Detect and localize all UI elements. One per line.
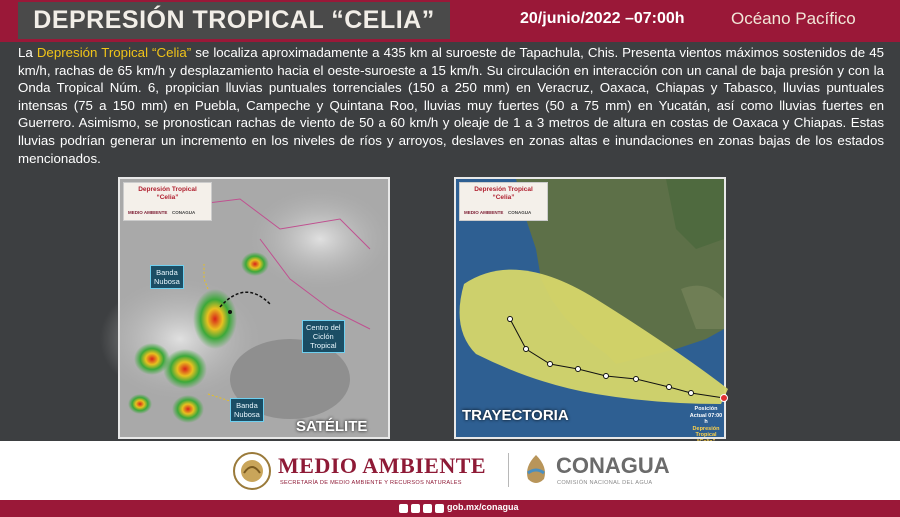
instagram-icon[interactable] bbox=[423, 504, 432, 513]
website-link[interactable]: gob.mx/conagua bbox=[447, 502, 519, 512]
satellite-badge-medio-ambiente: MEDIO AMBIENTE bbox=[128, 210, 168, 215]
track-badge-title: Depresión Tropical “Celia” bbox=[474, 186, 533, 201]
callout-cyclone-center: Centro del Ciclón Tropical bbox=[302, 320, 345, 353]
satellite-image bbox=[118, 177, 390, 439]
current-position-label bbox=[688, 406, 724, 445]
youtube-icon[interactable] bbox=[435, 504, 444, 513]
bulletin-date: 20/junio/2022 –07:00h bbox=[520, 10, 685, 27]
conagua-logo-icon bbox=[520, 453, 552, 487]
track-label: TRAYECTORIA bbox=[462, 407, 569, 424]
callout-band-north: Banda Nubosa bbox=[150, 265, 184, 289]
medio-ambiente-subtitle: SECRETARÍA DE MEDIO AMBIENTE Y RECURSOS NATURALES bbox=[280, 480, 462, 486]
position-line-1: Posición Actual 07:00 h bbox=[689, 406, 723, 425]
satellite-badge-title: Depresión Tropical “Celia” bbox=[138, 186, 197, 201]
conagua-logo-text: CONAGUA bbox=[556, 453, 670, 478]
track-map bbox=[454, 177, 726, 439]
track-badge-conagua: CONAGUA bbox=[508, 210, 532, 215]
medio-ambiente-logo-text: MEDIO AMBIENTE bbox=[278, 453, 487, 478]
callout-band-south: Banda Nubosa bbox=[230, 398, 264, 422]
page-title: DEPRESIÓN TROPICAL “CELIA” bbox=[18, 2, 450, 39]
bulletin-pre: La bbox=[18, 45, 37, 60]
track-badge bbox=[459, 182, 548, 221]
footer-divider bbox=[508, 453, 509, 487]
region-label: Océano Pacífico bbox=[731, 9, 856, 28]
satellite-badge-conagua: CONAGUA bbox=[172, 210, 196, 215]
bulletin-text bbox=[18, 44, 884, 167]
facebook-icon[interactable] bbox=[399, 504, 408, 513]
header-bar bbox=[0, 0, 900, 42]
bottom-bar bbox=[0, 500, 900, 517]
track-badge-medio-ambiente: MEDIO AMBIENTE bbox=[464, 210, 504, 215]
mexico-seal-icon bbox=[232, 451, 272, 491]
conagua-subtitle: COMISIÓN NACIONAL DEL AGUA bbox=[557, 480, 653, 486]
satellite-badge bbox=[123, 182, 212, 221]
storm-name: Depresión Tropical “Celia” bbox=[36, 45, 192, 60]
position-line-2: Depresión Tropical bbox=[692, 425, 720, 438]
footer-logos bbox=[0, 441, 900, 500]
bulletin-body: se localiza aproximadamente a 435 km al suroeste de Tapachula, Chis. Presenta vientos máximos sostenidos de 45 km/h, rachas de 65 km/h y desplazamiento hacia el oeste-suroeste a 15 km/h. Su circulación en interacción con un canal de baja presión y con la Onda Tropical Núm. 6, propician lluvias puntuales torrenciales (150 a 250 mm) en Veracruz, Oaxaca, Chiapas y Tabasco, lluvias puntuales intensas (75 a 150 mm) en Puebla, Campeche y Quintana Roo, lluvias muy fuertes (50 a 75 mm) en Yucatán, así como lluvias fuertes en Guerrero. Asimismo, se pronostican rachas de viento de 50 a 60 km/h y oleaje de 1 a 3 metros de altura en costas de Oaxaca y Chiapas. Estas lluvias podrían generar un incremento en los niveles de ríos y arroyos, deslaves en zonas altas e inundaciones en zonas bajas de los estados mencionados. bbox=[18, 45, 884, 166]
twitter-icon[interactable] bbox=[411, 504, 420, 513]
satellite-label: SATÉLITE bbox=[296, 418, 368, 435]
